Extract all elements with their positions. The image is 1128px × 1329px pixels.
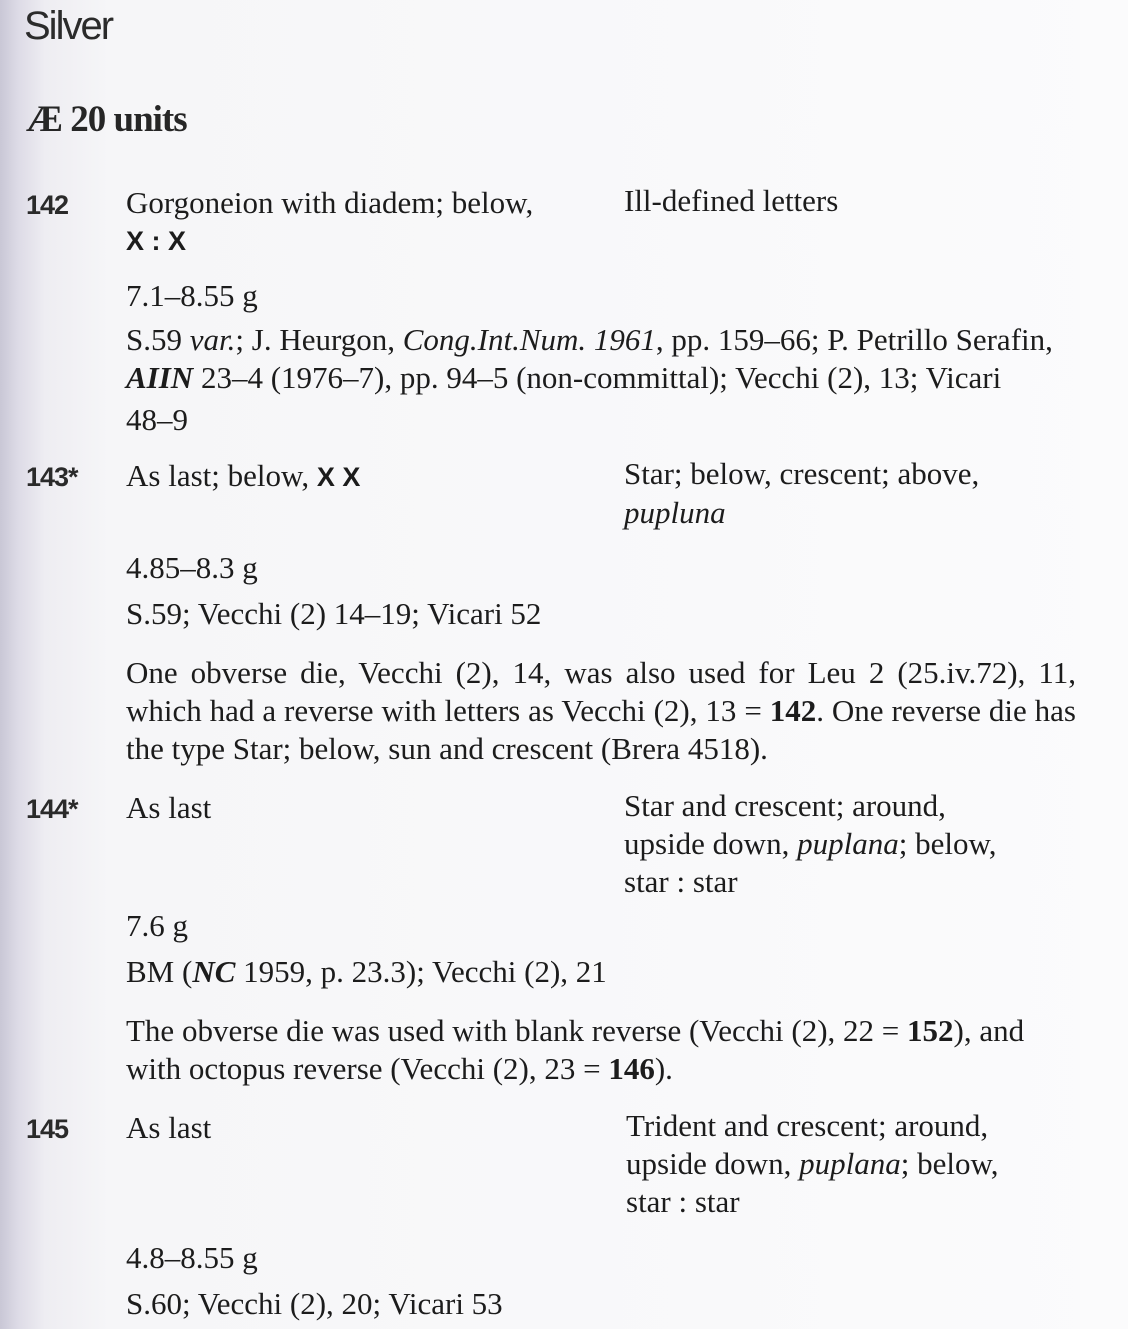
die-note (126, 1012, 1076, 1088)
reverse-legend (626, 1146, 999, 1182)
reverse-text: ; below, (898, 826, 997, 861)
reverse-marks: star : star (626, 1184, 740, 1219)
entry-number: 145 (26, 1114, 69, 1144)
note-crossref: 146 (608, 1051, 655, 1086)
weight-range: 7.6 g (126, 908, 188, 943)
section-heading: Æ 20 units (26, 99, 187, 140)
reverse-description: Star and crescent; around, (624, 788, 946, 823)
ref-italic: AIIN (126, 360, 194, 395)
weight-range: 7.1–8.55 g (126, 278, 258, 313)
obverse-description (126, 458, 360, 494)
note-text: . One reverse die has the type Star; below, sun and crescent (Brera 4518). (126, 693, 1076, 766)
references-line-1 (126, 322, 1053, 358)
obverse-description: As last (126, 790, 212, 825)
references: S.59; Vecchi (2) 14–19; Vicari 52 (126, 596, 542, 631)
references (126, 954, 607, 990)
weight-range: 4.8–8.55 g (126, 1240, 258, 1275)
note-crossref: 142 (769, 693, 817, 728)
obverse-mark: X : X (126, 226, 187, 256)
entry-number: 143* (26, 462, 78, 492)
note-crossref: 152 (907, 1013, 954, 1048)
reverse-legend (624, 826, 997, 862)
weight-range: 4.85–8.3 g (126, 550, 258, 585)
note-text: ). (654, 1051, 673, 1086)
entry-number: 144* (26, 794, 78, 824)
reverse-marks: star : star (624, 864, 738, 899)
ref-italic: Cong.Int.Num. 1961 (402, 322, 656, 357)
entry-number: 142 (26, 190, 69, 220)
obverse-description: Gorgoneion with diadem; below, (126, 185, 534, 220)
reverse-text: ; below, (900, 1146, 999, 1181)
ref-text: , pp. 159–66; P. Petrillo Serafin, (655, 322, 1053, 357)
obverse-text: As last; below, (126, 458, 317, 493)
reverse-description: Trident and crescent; around, (626, 1108, 989, 1143)
note-text: ), and with octopus reverse (Vecchi (2), 23 = (126, 1013, 1025, 1086)
die-note (126, 654, 1076, 768)
ref-italic: NC (192, 954, 236, 989)
references: S.60; Vecchi (2), 20; Vicari 53 (126, 1286, 503, 1321)
reverse-italic: puplana (799, 1146, 901, 1181)
ref-text: ; J. Heurgon, (235, 322, 403, 357)
references-line-3: 48–9 (126, 402, 188, 437)
note-text: One obverse die, Vecchi (2), 14, was also used for Leu 2 (25.iv.72), 11, which had a reverse with letters as Vecchi (2), 13 = (126, 655, 1076, 728)
reverse-description: Ill-defined letters (624, 183, 839, 218)
reverse-legend: pupluna (624, 495, 726, 530)
reverse-text: upside down, (626, 1146, 800, 1181)
references-line-2 (126, 360, 1001, 396)
note-text: The obverse die was used with blank reverse (Vecchi (2), 22 = (126, 1013, 908, 1048)
page-heading: Silver (24, 4, 113, 48)
reverse-italic: puplana (797, 826, 899, 861)
ref-text: 1959, p. 23.3); Vecchi (2), 21 (235, 954, 607, 989)
obverse-mark: X X (316, 462, 361, 492)
obverse-description: As last (126, 1110, 212, 1145)
ref-text: 23–4 (1976–7), pp. 94–5 (non-committal); Vecchi (2), 13; Vicari (193, 360, 1002, 395)
ref-italic: var. (189, 322, 236, 357)
ref-text: S.59 (126, 322, 190, 357)
reverse-text: upside down, (624, 826, 798, 861)
ref-text: BM ( (126, 954, 193, 989)
reverse-description: Star; below, crescent; above, (624, 456, 980, 491)
